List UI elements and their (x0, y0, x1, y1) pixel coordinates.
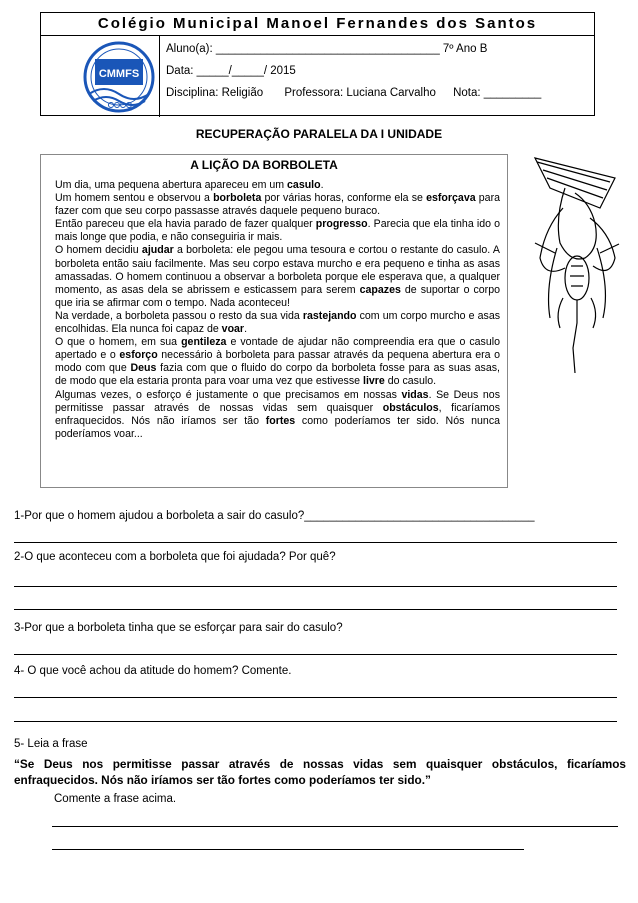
story-box (40, 154, 508, 488)
story-paragraph (55, 336, 500, 388)
answer-line[interactable] (14, 541, 617, 543)
professora-label: Professora: Luciana Carvalho (284, 87, 436, 99)
story-paragraph (55, 389, 500, 441)
story-keyword: rastejando (302, 309, 357, 322)
story-text-run: Na verdade, a borboleta passou o resto da sua vida (55, 309, 303, 322)
story-paragraph (55, 310, 500, 336)
story-text-run: . (244, 323, 248, 336)
story-keyword: esforçava (426, 192, 476, 205)
disciplina-label: Disciplina: Religião (166, 87, 264, 99)
story-text-run: Algumas vezes, o esforço é justamente o que precisamos em nossas (55, 388, 402, 401)
story-keyword: Deus (130, 362, 157, 375)
story-text-run: Um homem sentou e observou a (55, 192, 214, 205)
story-text-run: . (320, 179, 324, 191)
story-text-run: . Se Deus nos permitisse passar através de nossas vidas sem quaisquer (55, 388, 500, 414)
story-keyword: capazes (359, 283, 401, 296)
story-text-run: do casulo. (384, 375, 437, 388)
answer-line[interactable] (14, 608, 617, 610)
story-keyword: gentileza (181, 336, 227, 349)
story-text-run: como poderíamos ter sido. Nós nunca poderíamos voar... (55, 414, 501, 440)
story-keyword: vidas (401, 388, 429, 401)
comente-label: Comente a frase acima. (54, 793, 177, 805)
story-text (41, 179, 507, 441)
story-keyword: fortes (265, 414, 296, 427)
aluno-field[interactable]: Aluno(a): ___________________________________ 7º Ano B (166, 43, 488, 55)
answer-line[interactable] (14, 585, 617, 587)
answer-line[interactable] (52, 825, 618, 827)
question-1: 1-Por que o homem ajudou a borboleta a sair do casulo?____________________________________ (14, 510, 535, 522)
story-keyword: ajudar (141, 244, 174, 257)
story-text-run: . Parecia que ela tinha ido o mais longe que podia, e não conseguiria ir mais. (55, 218, 500, 244)
story-paragraph (55, 179, 500, 192)
story-text-run: Um dia, uma pequena abertura apareceu em um (55, 179, 288, 191)
story-paragraph (55, 192, 500, 218)
answer-line[interactable] (52, 848, 524, 850)
butterfly-illustration-icon (515, 148, 625, 378)
story-keyword: esforço (119, 349, 158, 362)
page-title: RECUPERAÇÃO PARALELA DA I UNIDADE (195, 127, 443, 141)
story-text-run: por várias horas, conforme ela se (261, 192, 427, 205)
student-info (160, 36, 594, 117)
story-text-run: O que o homem, em sua (55, 336, 182, 349)
story-text-run: a borboleta: ele pegou uma tesoura e cortou o restante do casulo. A borboleta então saiu facilmente. Mas seu corpo estava murcho e era pequeno e tinha as asas amassadas. O homem continuou a observar a borboleta porque ele esperava que, a qualquer momento, as asas dela se abrissem e esticassem para serem (55, 244, 500, 296)
quote-text: “Se Deus nos permitisse passar através de nossas vidas sem quaisquer obstáculos, ficaríamos enfraquecidos. Nós não iríamos ser tão fortes como poderíamos ter sido.” (14, 757, 626, 787)
question-2: 2-O que aconteceu com a borboleta que foi ajudada? Por quê? (14, 551, 336, 563)
story-text-run: para fazer com que seu corpo passasse através daquele pequeno buraco. (55, 192, 500, 218)
header-table (40, 12, 595, 116)
story-keyword: obstáculos (382, 401, 439, 414)
answer-line[interactable] (14, 696, 617, 698)
answer-line[interactable] (14, 720, 617, 722)
question-3: 3-Por que a borboleta tinha que se esforçar para sair do casulo? (14, 622, 343, 634)
question-4: 4- O que você achou da atitude do homem? Comente. (14, 665, 292, 677)
story-keyword: progresso (315, 218, 368, 231)
story-paragraph (55, 218, 500, 244)
story-title: A LIÇÃO DA BORBOLETA (190, 158, 338, 172)
story-text-run: necessário à borboleta para passar através da pequena abertura era o modo com que (55, 349, 500, 375)
story-text-run: com um corpo murcho e asas encolhidas. Ela nunca foi capaz de (55, 309, 501, 336)
school-logo-icon (79, 39, 159, 115)
story-text-run: Então pareceu que ela havia parado de fazer qualquer (55, 218, 316, 231)
story-text-run: , ficaríamos enfraquecidos. Nós não iríamos ser tão (55, 401, 500, 427)
story-keyword: casulo (287, 179, 321, 191)
story-text-run: de suportar o corpo que iria se afirmar com o tempo. Nada aconteceu! (55, 283, 500, 309)
story-keyword: livre (363, 375, 385, 388)
story-keyword: borboleta (213, 192, 262, 205)
story-text-run: O homem decidiu (55, 244, 142, 257)
answer-line[interactable] (14, 653, 617, 655)
school-name: Colégio Municipal Manoel Fernandes dos Santos (41, 13, 594, 36)
disciplina-row (166, 82, 594, 104)
story-text-run: e vontade de ajudar não compreendia era que o casulo apertado e o (55, 336, 500, 362)
story-text-run: fazia com que o fluido do corpo da borboleta fosse para as suas asas, de modo que ela estaria pronta para voar uma vez que estivesse (55, 362, 500, 388)
story-keyword: voar (221, 323, 245, 336)
data-field[interactable]: Data: _____/_____/ 2015 (166, 65, 296, 77)
question-5: 5- Leia a frase (14, 738, 88, 750)
story-paragraph (55, 244, 500, 309)
logo-cell (41, 36, 160, 117)
logo-text: CMMFS (98, 68, 140, 80)
nota-field[interactable]: Nota: _________ (453, 87, 542, 99)
